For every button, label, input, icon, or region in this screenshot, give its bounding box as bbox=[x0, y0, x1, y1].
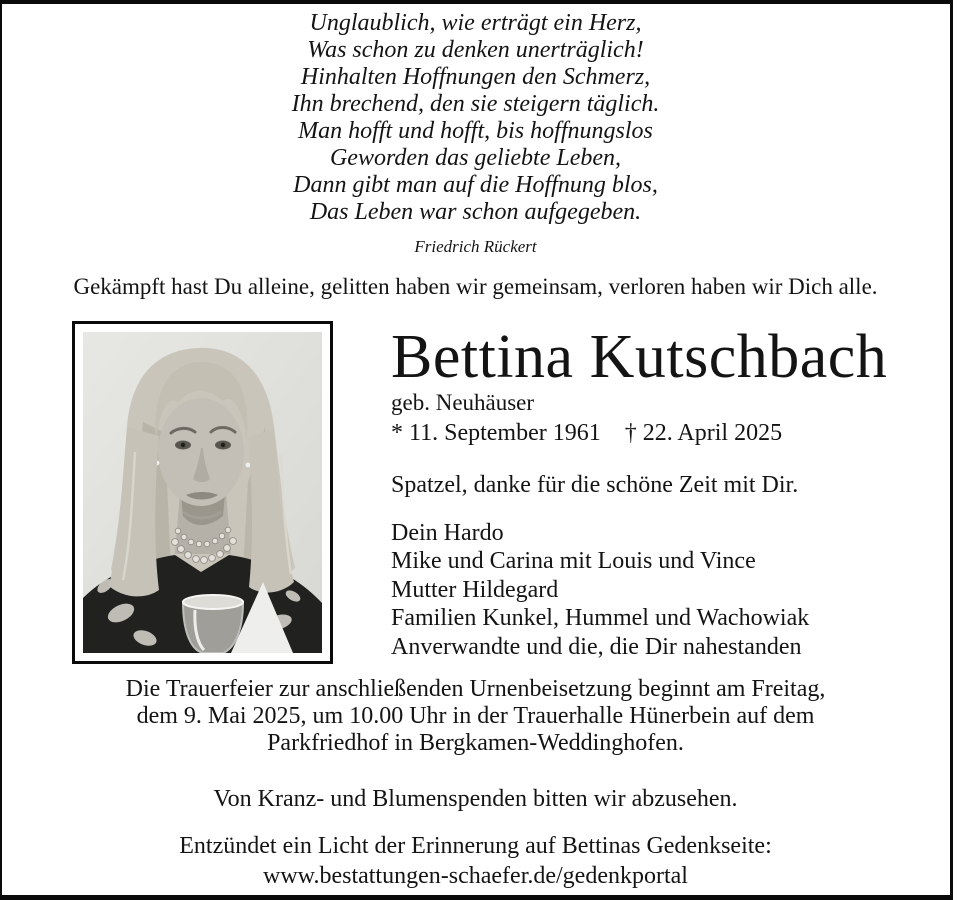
flowers-note: Von Kranz- und Blumenspenden bitten wir abzusehen. bbox=[213, 786, 738, 812]
birth-date: * 11. September 1961 bbox=[391, 420, 601, 446]
poem-line: Unglaublich, wie erträgt ein Herz, bbox=[309, 10, 642, 36]
mourner-line: Dein Hardo bbox=[391, 520, 504, 546]
funeral-info-line: Parkfriedhof in Bergkamen-Weddinghofen. bbox=[267, 730, 684, 756]
portrait-photo bbox=[72, 321, 333, 664]
deceased-name: Bettina Kutschbach bbox=[391, 323, 888, 391]
funeral-info-line: Die Trauerfeier zur anschließenden Urnenbeisetzung beginnt am Freitag, bbox=[125, 676, 826, 702]
memorial-invite: Entzündet ein Licht der Erinnerung auf Bettinas Gedenkseite: bbox=[179, 833, 772, 859]
portrait-photo-drawing bbox=[83, 332, 322, 653]
dedication-line: Spatzel, danke für die schöne Zeit mit Dir. bbox=[391, 472, 799, 498]
mourner-line: Anverwandte und die, die Dir nahestanden bbox=[391, 633, 802, 660]
mourners-list bbox=[391, 519, 809, 661]
poem-line: Ihn brechend, den sie steigern täglich. bbox=[291, 91, 660, 117]
funeral-info bbox=[0, 676, 951, 757]
mourner-line: Mike und Carina mit Louis und Vince bbox=[391, 548, 756, 575]
tribute-line: Gekämpft hast Du alleine, gelitten haben wir gemeinsam, verloren haben wir Dich alle. bbox=[73, 274, 878, 299]
memorial-url: www.bestattungen-schaefer.de/gedenkportal bbox=[263, 863, 688, 889]
poem-line: Was schon zu denken unerträglich! bbox=[307, 37, 644, 63]
poem bbox=[0, 10, 951, 260]
mourner-line: Familien Kunkel, Hummel und Wachowiak bbox=[391, 605, 810, 632]
maiden-name: geb. Neuhäuser bbox=[391, 390, 535, 415]
funeral-info-line: dem 9. Mai 2025, um 10.00 Uhr in der Trauerhalle Hünerbein auf dem bbox=[136, 703, 815, 729]
poem-line: Man hofft und hofft, bis hoffnungslos bbox=[298, 118, 653, 144]
poem-line: Das Leben war schon aufgegeben. bbox=[309, 199, 642, 225]
memorial-note bbox=[0, 831, 951, 891]
life-dates bbox=[391, 420, 782, 446]
poem-line: Hinhalten Hoffnungen den Schmerz, bbox=[300, 64, 651, 90]
poem-line: Geworden das geliebte Leben, bbox=[329, 145, 622, 171]
poem-line: Dann gibt man auf die Hoffnung blos, bbox=[293, 172, 658, 198]
mourner-line: Mutter Hildegard bbox=[391, 576, 559, 603]
poem-author: Friedrich Rückert bbox=[414, 237, 537, 256]
death-date: † 22. April 2025 bbox=[624, 420, 783, 446]
